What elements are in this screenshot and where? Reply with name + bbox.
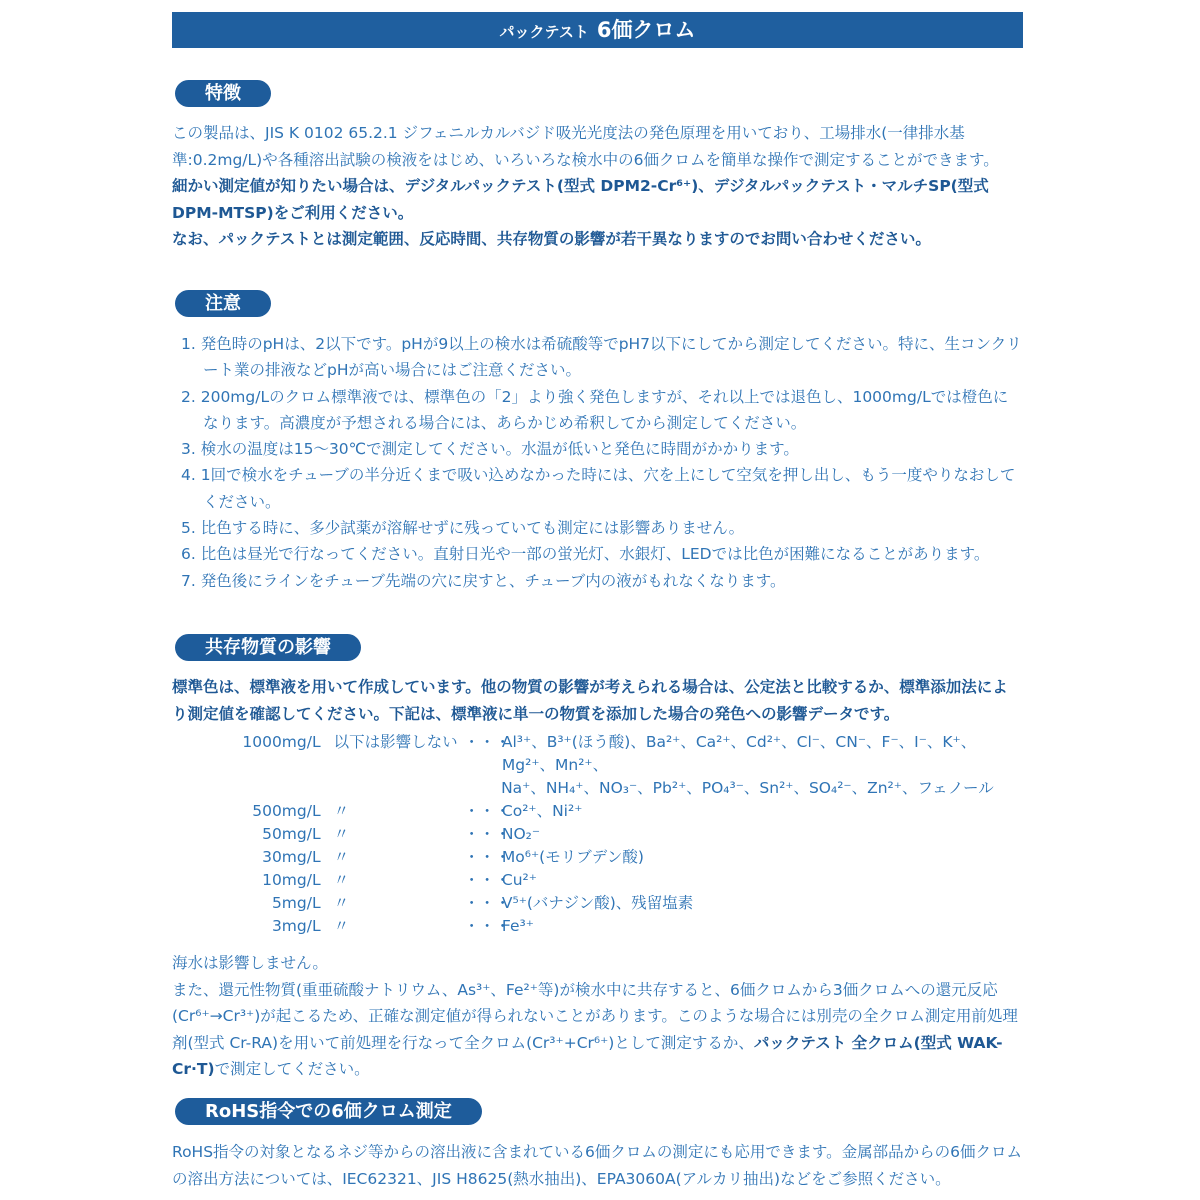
list-item: 1. 発色時のpHは、2以下です。pHが9以上の検水は希硫酸等でpH7以下にしてから測定してください。特に、生コンクリート業の排液などpHが高い場合にはご注意ください。 xyxy=(181,335,1022,380)
cell-note: 〃 xyxy=(333,802,350,820)
cell-dots: ・・・ xyxy=(463,802,511,820)
list-item: 4. 1回で検水をチューブの半分近くまで吸い込めなかった時には、穴を上にして空気を押し出し、もう一度やりなおしてください。 xyxy=(181,466,1016,511)
cell-value: Fe³⁺ xyxy=(501,917,534,935)
section-heading: RoHS指令での6価クロム測定 xyxy=(175,1098,482,1125)
features-bold-2: なお、パックテストとは測定範囲、反応時間、共存物質の影響が若干異なりますのでお問い合わせください。 xyxy=(172,230,931,248)
interference-table xyxy=(172,731,1023,938)
page-title: 6価クロム xyxy=(596,18,696,42)
cell-value: V⁵⁺(バナジン酸)、残留塩素 xyxy=(501,894,694,912)
cell-value: Co²⁺、Ni²⁺ xyxy=(501,802,583,820)
table-row xyxy=(172,800,1023,823)
table-row xyxy=(172,777,1023,800)
caution-list xyxy=(172,331,1023,594)
cell-dots: ・・・ xyxy=(463,733,511,751)
section-rohs xyxy=(172,1098,1023,1192)
reduction-note: また、還元性物質(重亜硫酸ナトリウム、As³⁺、Fe²⁺等)が検水中に共存すると、6価クロムから3価クロムへの還元反応(Cr⁶⁺→Cr³⁺)が起こるため、正確な測定値が得られないことがあります。このような場合には別売の全クロム測定用前処理剤(型式 Cr-RA)を用いて前処理を行なって全クロム(Cr³⁺+Cr⁶⁺)として測定するか、パックテスト 全クロム(型式 WAK-Cr·T)で測定してください。 xyxy=(172,980,1018,1078)
cell-note: 〃 xyxy=(333,871,350,889)
cell-value: Mo⁶⁺(モリブデン酸) xyxy=(501,848,644,866)
list-item: 2. 200mg/Lのクロム標準液では、標準色の「2」より強く発色しますが、それ以上では退色し、1000mg/Lでは橙色になります。高濃度が予想される場合には、あらかじめ希釈してから測定してください。 xyxy=(181,387,1009,432)
cell-amount: 500mg/L xyxy=(252,802,321,820)
table-row xyxy=(172,869,1023,892)
cell-amount: 5mg/L xyxy=(271,894,321,912)
document-page xyxy=(172,12,1023,1188)
features-text: この製品は、JIS K 0102 65.2.1 ジフェニルカルバジド吸光光度法の発色原理を用いており、工場排水(一律排水基準:0.2mg/L)や各種溶出試験の検液をはじめ、いろいろな検水中の6価クロムを簡単な操作で測定することができます。 xyxy=(172,124,999,169)
cell-value: NO₂⁻ xyxy=(501,825,541,843)
list-item: 5. 比色する時に、多少試薬が溶解せずに残っていても測定には影響ありません。 xyxy=(181,519,745,538)
list-item: 3. 検水の温度は15～30℃で測定してください。水温が低いと発色に時間がかかります。 xyxy=(181,440,799,459)
cell-dots xyxy=(464,777,501,800)
table-row xyxy=(172,892,1023,915)
cell-dots: ・・・ xyxy=(463,848,511,866)
seawater-note: 海水は影響しません。 xyxy=(172,954,328,972)
table-row xyxy=(172,731,1023,777)
title-prefix: パックテスト xyxy=(499,23,589,41)
cell-note: 以下は影響しない xyxy=(333,733,458,751)
table-row xyxy=(172,846,1023,869)
section-heading: 共存物質の影響 xyxy=(175,634,361,661)
table-row xyxy=(172,915,1023,938)
cell-amount: 30mg/L xyxy=(262,848,321,866)
section-interference xyxy=(172,634,1023,1083)
cell-amount: 10mg/L xyxy=(262,871,321,889)
cell-dots: ・・・ xyxy=(463,894,511,912)
total-chromium-product: パックテスト 全クロム(型式 WAK-Cr·T) xyxy=(172,1033,1003,1078)
list-item: 7. 発色後にラインをチューブ先端の穴に戻すと、チューブ内の液がもれなくなります。 xyxy=(181,571,786,590)
cell-dots: ・・・ xyxy=(463,871,511,889)
interference-intro: 標準色は、標準液を用いて作成しています。他の物質の影響が考えられる場合は、公定法と比較するか、標準添加法により測定値を確認してください。下記は、標準液に単一の物質を添加した場合の発色への影響データです。 xyxy=(172,678,1008,723)
cell-value: Na⁺、NH₄⁺、NO₃⁻、Pb²⁺、PO₄³⁻、Sn²⁺、SO₄²⁻、Zn²⁺、フェノール xyxy=(501,779,994,797)
cell-dots: ・・・ xyxy=(463,825,511,843)
cell-amount: 3mg/L xyxy=(271,917,321,935)
cell-note: 〃 xyxy=(333,848,350,866)
section-cautions xyxy=(172,290,1023,594)
cell-amount: 50mg/L xyxy=(262,825,321,843)
cell-note: 〃 xyxy=(333,825,350,843)
cell-note: 〃 xyxy=(333,894,350,912)
cell-value: Cu²⁺ xyxy=(501,871,537,889)
title-bar xyxy=(172,12,1023,48)
table-row xyxy=(172,823,1023,846)
cell-amount: 1000mg/L xyxy=(242,733,321,751)
rohs-text: RoHS指令の対象となるネジ等からの溶出液に含まれている6価クロムの測定にも応用できます。金属部品からの6価クロムの溶出方法については、IEC62321、JIS H8625(熱水抽出)、EPA3060A(アルカリ抽出)などをご参照ください。 xyxy=(172,1143,1023,1188)
cell-note xyxy=(321,777,464,800)
cell-value: Al³⁺、B³⁺(ほう酸)、Ba²⁺、Ca²⁺、Cd²⁺、Cl⁻、CN⁻、F⁻、I⁻、K⁺、Mg²⁺、Mn²⁺、 xyxy=(501,733,977,774)
section-features xyxy=(172,80,1023,253)
section-heading: 注意 xyxy=(175,290,271,317)
cell-amount xyxy=(172,777,321,800)
features-bold-1: 細かい測定値が知りたい場合は、デジタルパックテスト(型式 DPM2-Cr⁶⁺)、デジタルパックテスト・マルチSP(型式 DPM-MTSP)をご利用ください。 xyxy=(172,177,989,222)
section-heading: 特徴 xyxy=(175,80,271,107)
cell-note: 〃 xyxy=(333,917,350,935)
list-item: 6. 比色は昼光で行なってください。直射日光や一部の蛍光灯、水銀灯、LEDでは比色が困難になることがあります。 xyxy=(181,545,990,564)
cell-dots: ・・・ xyxy=(463,917,511,935)
